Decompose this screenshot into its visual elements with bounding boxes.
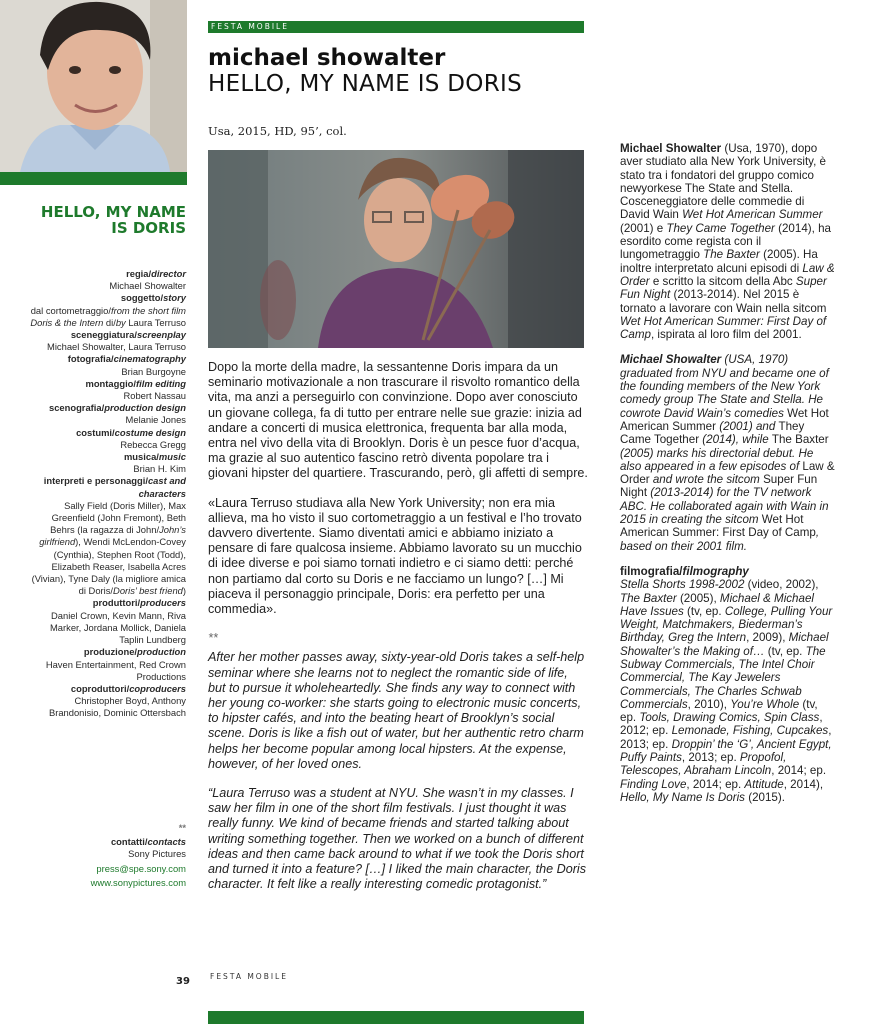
sidebar-film-title: HELLO, MY NAME IS DORIS [40,203,186,237]
accent-bar [0,172,187,185]
filmography-note: , 2014; ep. [686,777,745,791]
contacts-block [60,822,186,889]
bio-column [620,142,835,804]
synopsis-en: After her mother passes away, sixty-year-old Doris takes a self-help seminar where she learns not to neglect the romantic side of life, but to pursue it wholeheartedly. She finds any way to connect with her young co-worker: she starts going to electronic music concerts, to hipster cafés, and into the beating heart of Brooklyn’s social scene. Doris is like a fish out of water, but her authentic retro charm helps her become popular among local hipsters. At the expense, however, of her loved ones. [208,650,585,771]
filmography-title: Lemonade, Fishing, Cupcakes [671,724,829,738]
credit-role: coproduttori/coproducers [70,682,186,694]
credit-names: Michael Showalter [109,280,186,292]
filmography-title: Droppin’ the ‘G’, Ancient Egypt, Puffy Paints [620,737,832,765]
separator: ** [208,631,218,646]
filmography-heading: filmografia/filmography [620,564,749,578]
credit-names: Christopher Boyd, Anthony Brandonisio, Dominic Ottersbach [48,695,186,719]
credit-role: regia/director [126,268,186,279]
credits-list [30,268,186,720]
credit-role: interpreti e personaggi/cast and characters [43,475,186,499]
bio-it: Michael Showalter (Usa, 1970), dopo aver studiato alla New York University, è stato tra i fondatori del gruppo comico newyorkese The State and Stella. Cosceneggiatore delle commedie di David Wain Wet Hot American Summer (2001) e They Came Together (2014), ha esordito come regista con il lungometraggio The Baxter (2005). Ha inoltre interpretato alcuni episodi di Law & Order e scritto la sitcom della Abc Super Fun Night (2013-2014). Nel 2015 è tornato a lavorare con Wain nella sitcom Wet Hot American Summer: First Day of Camp, ispirata al loro film del 2001. [620,142,835,342]
filmography-note: (video, 2002), [744,578,819,592]
credit-names: Sally Field (Doris Miller), Max Greenfield (John Fremont), Beth Behrs (la ragazza di John/John’s girlfriend), Wendi McLendon-Covey (Cynthia), Stephen Root (Todd), Elizabeth Reaser, Isabella Acres (Vivian), Tyne Daly (la migliore amica di Doris/Doris’ best friend) [31,499,186,597]
credit-names: Rebecca Gregg [120,438,186,450]
director-portrait [0,0,187,172]
filmography-title: The Baxter [620,591,677,605]
filmography-title: College, Pulling Your Weight, Matchmakers, Biederman’s Birthday, Greg the Intern [620,604,833,645]
credit-names: Brian H. Kim [133,463,186,475]
film-meta: Usa, 2015, HD, 95’, col. [208,124,347,138]
page-title: HELLO, MY NAME IS DORIS [208,71,522,97]
filmography-note: (2005), [676,591,720,605]
credit-names: Brian Burgoyne [121,365,186,377]
contacts-email-link[interactable]: press@spe.sony.com [96,862,186,874]
credit-names: dal cortometraggio/from the short film Doris & the Intern di/by Laura Terruso [30,304,186,328]
credit-role: musica/music [123,451,186,463]
filmography-note: (2015). [744,790,785,804]
credit-names: Robert Nassau [123,390,186,402]
filmography-title: Michael Showalter’s the Making of… [620,631,829,658]
credit-role: soggetto/story [120,292,186,304]
footer-section-label: FESTA MOBILE [210,972,288,981]
section-label: FESTA MOBILE [211,22,289,31]
filmography-title: Finding Love [620,777,687,791]
filmography-note: , 2014; ep. [771,764,827,778]
quote-it: «Laura Terruso studiava alla New York University; non era mia allieva, ma ho visto il suo cortometraggio a un festival e l’ho trovato davvero divertente. Siamo diventati amici e abbiamo iniziato a pensare di fare qualcosa insieme. Abbiamo lavorato su un mucchio di idee diverse e poi siamo tornati indietro e ci siamo detti: perché non partiamo dal corto su Doris e ne facciamo un lungo? […] Mi piaceva il personaggio principale, Doris: era perfetto per una commedia». [208,495,582,617]
filmography-note: , 2009), [746,631,789,645]
credit-names: Haven Entertainment, Red Crown Productions [45,658,186,682]
separator: ** [178,822,186,833]
quote-en: “Laura Terruso was a student at NYU. She wasn’t in my classes. I saw her film in one of the short film festivals. I just thought it was really funny. We kind of became friends and started talking about writing something together. Then we worked on a bunch of different ideas and then came back around to what if we took the Doris short and turned it into a feature? […] I liked the main character, the Doris character. It felt like a really interesting comedic protagonist.” [208,786,587,892]
credit-role: produttori/producers [92,597,186,609]
filmography-title: You’re Whole [730,697,800,711]
filmography-note: , 2014), [783,777,824,791]
credit-names: Michael Showalter, Laura Terruso [47,341,186,353]
filmography-title: Tools, Drawing Comics, Spin Class [639,711,820,725]
credit-names: Daniel Crown, Kevin Mann, Riva Marker, Jordana Mollick, Daniela Taplin Lundberg [50,609,186,646]
contacts-company: Sony Pictures [128,848,186,860]
contacts-role: contatti/ [110,836,148,848]
filmography-title: Stella Shorts 1998-2002 [620,578,745,592]
credit-role: produzione/production [83,646,186,658]
contacts-role-en: contacts [147,836,186,848]
filmography-title: Propofol, Telescopes, Abraham Lincoln [620,751,787,778]
credit-names: Melanie Jones [125,414,186,426]
page-number: 39 [176,976,190,987]
synopsis-column [208,360,588,907]
footer-accent-bar [208,1011,584,1024]
filmography-note: , 2012; ep. [620,711,823,738]
filmography-note: (tv, ep. [620,697,818,725]
filmography-title: Attitude [744,777,784,791]
filmography-list [620,578,835,804]
credit-role: montaggio/film editing [85,377,186,389]
director-name: michael showalter [208,45,446,71]
filmography-note: , 2010), [687,697,731,711]
credit-role: sceneggiatura/screenplay [70,329,186,341]
credit-role: scenografia/production design [48,402,186,414]
filmography-note: (tv, ep. [764,644,806,658]
filmography-title: The Subway Commercials, The Intel Choir Commercial, The Kay Jewelers Commercials, The Charles Schwab Commercials [620,644,826,711]
filmography-note: , 2013; ep. [620,724,832,751]
credit-role: costumi/costume design [76,426,186,438]
credit-role: fotografia/cinematography [67,353,186,365]
filmography-note: (tv, ep. [683,604,725,618]
synopsis-it: Dopo la morte della madre, la sessantenne Doris impara da un seminario motivazionale a non trascurare il risvolto romantico della vita, ma anzi a perseguirlo con convinzione. Dopo aver conosciuto un giovane collega, fa di tutto per entrare nelle sue grazie: inizia ad andare a concerti di musica elettronica, frequenta bar alla moda, entra nel vivo della vita di Brooklyn. Doris è un pesce fuor d’acqua, ma grazie al suo autentico fascino retrò diventa popolare tra i giovani hipster del quartiere. Trascurando, però, gli affetti di sempre. [208,360,588,481]
filmography-title: Hello, My Name Is Doris [620,790,745,804]
filmography-note: , 2013; ep. [681,751,740,765]
filmography-title: Michael & Michael Have Issues [620,591,814,618]
bio-en: Michael Showalter (USA, 1970) graduated from NYU and became one of the founding members of the New York comedy group The State and Stella. He cowrote David Wain’s comedies Wet Hot American Summer (2001) and They Came Together (2014), while The Baxter (2005) marks his directorial debut. He also appeared in a few episodes of Law & Order and wrote the sitcom Super Fun Night (2013-2014) for the TV network ABC. He collaborated again with Wain in 2015 in creating the sitcom Wet Hot American Summer: First Day of Camp, based on their 2001 film. [620,353,835,553]
contacts-website-link[interactable]: www.sonypictures.com [90,876,186,888]
film-still [208,150,584,348]
